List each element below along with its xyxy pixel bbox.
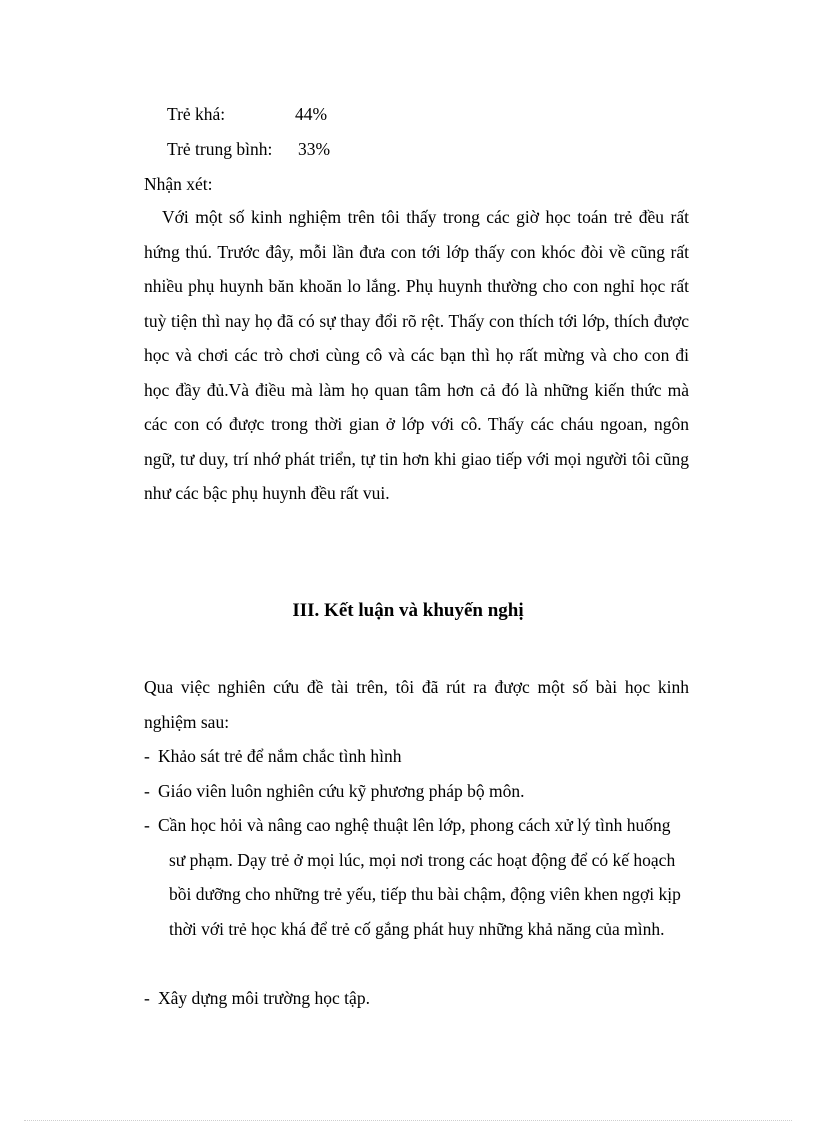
stat-row-trung-binh [167,139,331,160]
lesson-text: Cần học hỏi và nâng cao nghệ thuật lên lớp, phong cách xử lý tình huống sư phạm. Dạy trẻ ở mọi lúc, mọi nơi trong các hoạt động để có kế hoạch bồi dưỡng cho những trẻ yếu, tiếp thu bài chậm, động viên khen ngợi kịp thời với trẻ học khá để trẻ cố gắng phát huy những khả năng của mình. [158,815,681,939]
remark-label: Nhận xét: [144,174,213,194]
section-heading: III. Kết luận và khuyến nghị [292,600,524,621]
stat-value: 44% [295,104,328,124]
lesson-text: Giáo viên luôn nghiên cứu kỹ phương pháp bộ môn. [158,781,525,801]
lesson-item [144,774,689,809]
stat-row-kha [167,104,328,125]
bullet-dash: - [144,815,150,835]
stat-label: Trẻ khá: [167,104,226,124]
remark-paragraph: Với một số kinh nghiệm trên tôi thấy trong các giờ học toán trẻ đều rất hứng thú. Trước đây, mỗi lần đưa con tới lớp thấy con khóc đòi về cũng rất nhiều phụ huynh băn khoăn lo lắng. Phụ huynh thường cho con nghỉ học rất tuỳ tiện thì nay họ đã có sự thay đổi rõ rệt. Thấy con thích tới lớp, thích được học và chơi các trò chơi cùng cô và các bạn thì họ rất mừng và cho con đi học đầy đủ.Và điều mà làm họ quan tâm hơn cả đó là những kiến thức mà các con có được trong thời gian ở lớp với cô. Thấy các cháu ngoan, ngôn ngữ, tư duy, trí nhớ phát triển, tự tin hơn khi giao tiếp với mọi người tôi cũng như các bậc phụ huynh đều rất vui. [144,207,689,503]
lesson-item [144,739,689,774]
page-edge-rule [24,1120,792,1121]
lesson-item [144,808,689,946]
lesson-text: Khảo sát trẻ để nắm chắc tình hình [158,746,402,766]
bullet-dash: - [144,781,150,801]
stat-label: Trẻ trung bình: [167,139,273,159]
bullet-dash: - [144,746,150,766]
conclusion-intro: Qua việc nghiên cứu đề tài trên, tôi đã rút ra được một số bài học kinh nghiệm sau: [144,677,689,732]
bullet-dash: - [144,988,150,1008]
lesson-item [144,981,689,1016]
lesson-text: Xây dựng môi trường học tập. [158,988,370,1008]
stat-value: 33% [298,139,331,159]
